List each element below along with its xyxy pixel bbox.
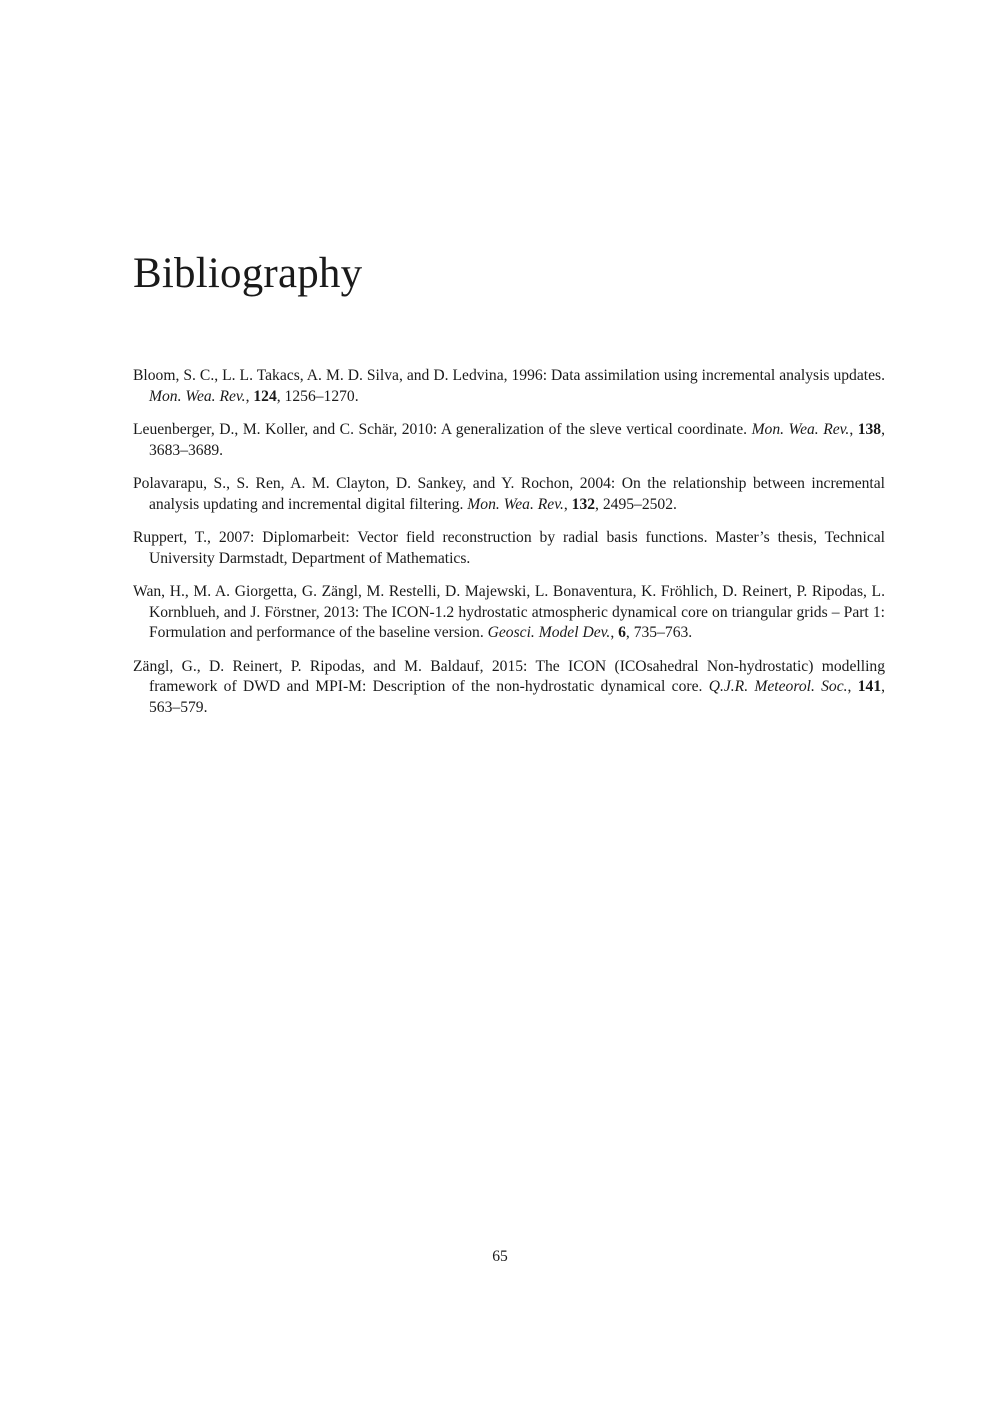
reference-separator: , — [849, 421, 858, 438]
reference-journal: Mon. Wea. Rev. — [751, 421, 850, 438]
reference-pages: , 2495–2502. — [595, 495, 677, 513]
reference-text: Zängl, G., D. Reinert, P. Ripodas, and M. Baldauf, 2015: The ICON (ICOsahedral Non-hydrostatic) modelling framework of DWD and MPI-M: Description of the non-hydrostatic dynamical core. — [133, 657, 885, 695]
reference-entry-ruppert-2007 — [133, 528, 885, 569]
reference-pages: , 563–579. — [149, 678, 886, 716]
reference-separator: , — [563, 495, 572, 513]
reference-entry-wan-2013 — [133, 582, 885, 644]
reference-entry-bloom-1996 — [133, 366, 885, 407]
reference-text: Wan, H., M. A. Giorgetta, G. Zängl, M. Restelli, D. Majewski, L. Bonaventura, K. Fröhlich, D. Reinert, P. Ripodas, L. Kornblueh, and J. Förstner, 2013: The ICON-1.2 hydrostatic atmospheric dynamical core on triangular grids – Part 1: Formulation and performance of the baseline version. — [133, 583, 885, 641]
reference-volume: 138 — [857, 421, 882, 438]
reference-journal: Q.J.R. Meteorol. Soc. — [708, 678, 848, 695]
chapter-title: Bibliography — [133, 250, 363, 297]
reference-text: Leuenberger, D., M. Koller, and C. Schär, 2010: A generalization of the sleve vertical coordinate. — [133, 421, 752, 438]
reference-volume: 124 — [253, 387, 277, 405]
reference-text: Bloom, S. C., L. L. Takacs, A. M. D. Silva, and D. Ledvina, 1996: Data assimilation using incremental analysis updates. — [133, 367, 885, 384]
reference-text: Polavarapu, S., S. Ren, A. M. Clayton, D. Sankey, and Y. Rochon, 2004: On the relationship between incremental analysis updating and incremental digital filtering. — [133, 475, 885, 513]
reference-text: Ruppert, T., 2007: Diplomarbeit: Vector field reconstruction by radial basis functions. Master’s thesis, Technical University Darmstadt, Department of Mathematics. — [133, 529, 885, 567]
reference-entry-polavarapu-2004 — [133, 474, 885, 515]
reference-pages: , 735–763. — [625, 624, 693, 641]
reference-separator: , — [847, 678, 858, 695]
reference-journal: Mon. Wea. Rev. — [467, 495, 564, 513]
reference-pages: , 3683–3689. — [149, 421, 885, 459]
reference-volume: 141 — [857, 678, 882, 695]
reference-journal: Mon. Wea. Rev. — [149, 387, 246, 405]
reference-entry-leuenberger-2010 — [133, 420, 885, 461]
reference-volume: 6 — [618, 624, 626, 641]
reference-separator: , — [610, 624, 619, 641]
reference-pages: , 1256–1270. — [276, 387, 359, 405]
reference-entry-zaengl-2015 — [133, 657, 885, 719]
reference-journal: Geosci. Model Dev. — [487, 624, 611, 641]
page-number: 65 — [492, 1248, 508, 1265]
reference-volume: 132 — [571, 495, 596, 513]
reference-list — [133, 366, 885, 731]
reference-separator: , — [245, 387, 254, 405]
